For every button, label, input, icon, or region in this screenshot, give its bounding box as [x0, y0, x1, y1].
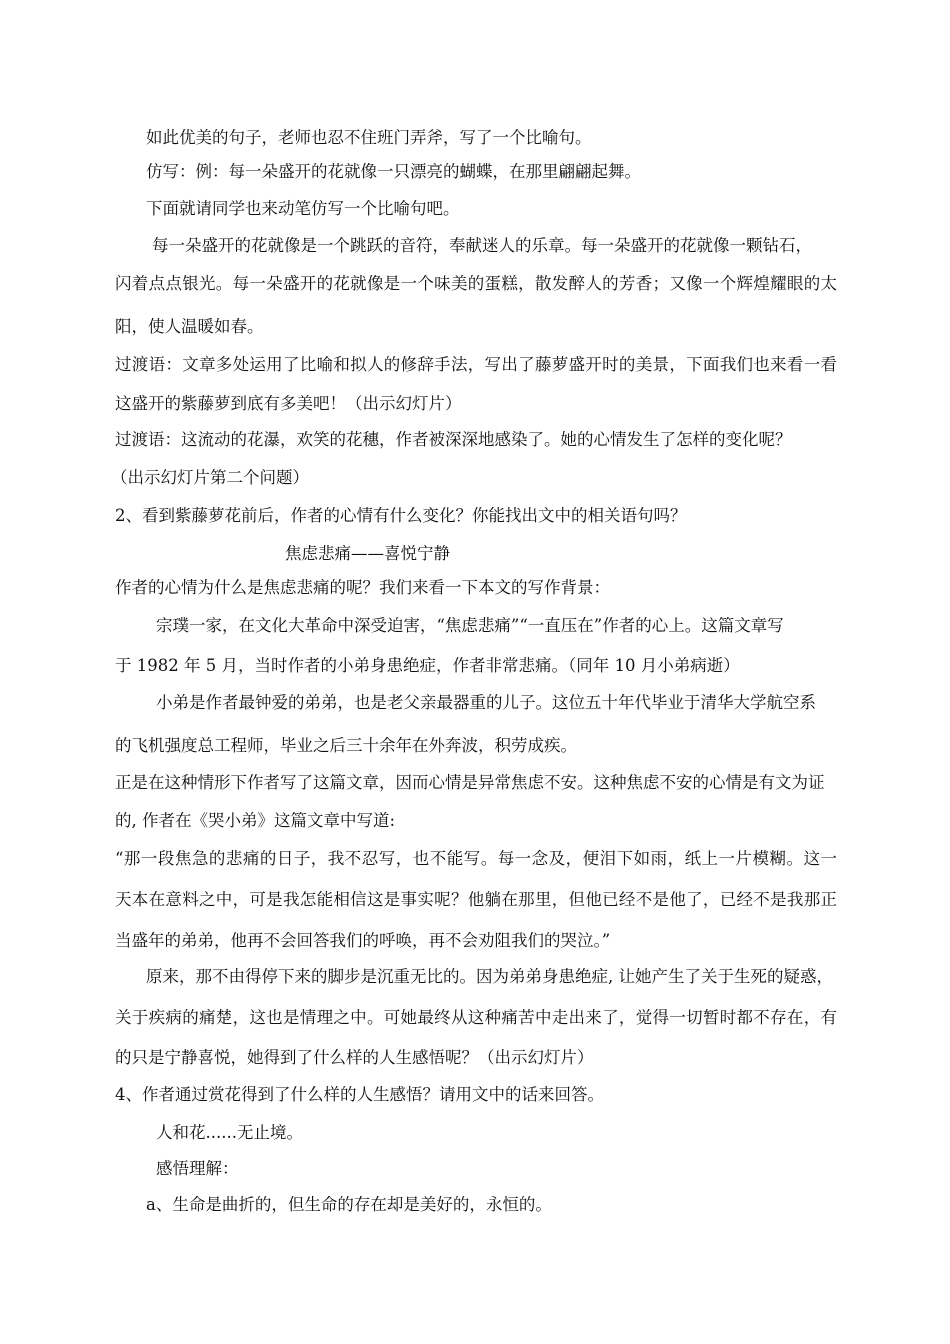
paragraph-line: 仿写：例：每一朵盛开的花就像一只漂亮的蝴蝶，在那里翩翩起舞。: [146, 162, 641, 181]
paragraph-line: 关于疾病的痛楚，这也是情理之中。可她最终从这种痛苦中走出来了，觉得一切暂时都不存在，有: [115, 1008, 837, 1027]
paragraph-line: 闪着点点银光。每一朵盛开的花就像是一个味美的蛋糕，散发醉人的芳香；又像一个辉煌耀眼的太: [115, 274, 837, 293]
question-heading: 4、作者通过赏花得到了什么样的人生感悟？请用文中的话来回答。: [115, 1085, 604, 1104]
paragraph-line: 如此优美的句子，老师也忍不住班门弄斧，写了一个比喻句。: [146, 128, 592, 147]
paragraph-line: 感悟理解：: [156, 1159, 239, 1178]
paragraph-line: （出示幻灯片第二个问题）: [111, 468, 309, 487]
paragraph-line: 原来，那不由得停下来的脚步是沉重无比的。因为弟弟身患绝症, 让她产生了关于生死的疑惑，: [146, 967, 833, 986]
paragraph-line: 每一朵盛开的花就像是一个跳跃的音符，奉献迷人的乐章。每一朵盛开的花就像一颗钻石，: [152, 236, 812, 255]
paragraph-line: 的飞机强度总工程师，毕业之后三十余年在外奔波，积劳成疾。: [115, 736, 577, 755]
paragraph-line: 过渡语：文章多处运用了比喻和拟人的修辞手法，写出了藤萝盛开时的美景，下面我们也来看一看: [115, 355, 837, 374]
quote-line: 天本在意料之中，可是我怎能相信这是事实呢？他躺在那里，但他已经不是他了，已经不是我那正: [115, 890, 837, 909]
paragraph-line: 这盛开的紫藤萝到底有多美吧！（出示幻灯片）: [115, 394, 462, 413]
paragraph-line: 人和花......无止境。: [156, 1123, 303, 1142]
paragraph-line: 小弟是作者最钟爱的弟弟，也是老父亲最器重的儿子。这位五十年代毕业于清华大学航空系: [156, 693, 816, 712]
paragraph-line: 的只是宁静喜悦，她得到了什么样的人生感悟呢？（出示幻灯片）: [115, 1048, 594, 1067]
paragraph-line: 作者的心情为什么是焦虑悲痛的呢？我们来看一下本文的写作背景：: [115, 578, 610, 597]
quote-line: “那一段焦急的悲痛的日子，我不忍写，也不能写。每一念及，便泪下如雨，纸上一片模糊。这一: [115, 849, 837, 868]
mood-change-line: 焦虑悲痛——喜悦宁静: [285, 544, 450, 563]
paragraph-line: 宗璞一家，在文化大革命中深受迫害，“焦虑悲痛”“一直压在”作者的心上。这篇文章写: [156, 616, 784, 635]
paragraph-line: 于 1982 年 5 月，当时作者的小弟身患绝症，作者非常悲痛。（同年 10 月小弟病逝）: [115, 656, 740, 675]
quote-line: 当盛年的弟弟，他再不会回答我们的呼唤，再不会劝阻我们的哭泣。”: [115, 931, 611, 950]
paragraph-line: 正是在这种情形下作者写了这篇文章，因而心情是异常焦虑不安。这种焦虑不安的心情是有文为证: [115, 773, 825, 792]
question-heading: 2、看到紫藤萝花前后，作者的心情有什么变化？你能找出文中的相关语句吗？: [115, 506, 687, 525]
paragraph-line: 的, 作者在《哭小弟》这篇文章中写道:: [115, 811, 396, 830]
paragraph-line: 阳，使人温暖如春。: [115, 317, 264, 336]
paragraph-line: 下面就请同学也来动笔仿写一个比喻句吧。: [146, 199, 460, 218]
paragraph-line: 过渡语：这流动的花瀑，欢笑的花穗，作者被深深地感染了。她的心情发生了怎样的变化呢？: [115, 430, 792, 449]
paragraph-line: a、生命是曲折的，但生命的存在却是美好的，永恒的。: [146, 1195, 552, 1214]
